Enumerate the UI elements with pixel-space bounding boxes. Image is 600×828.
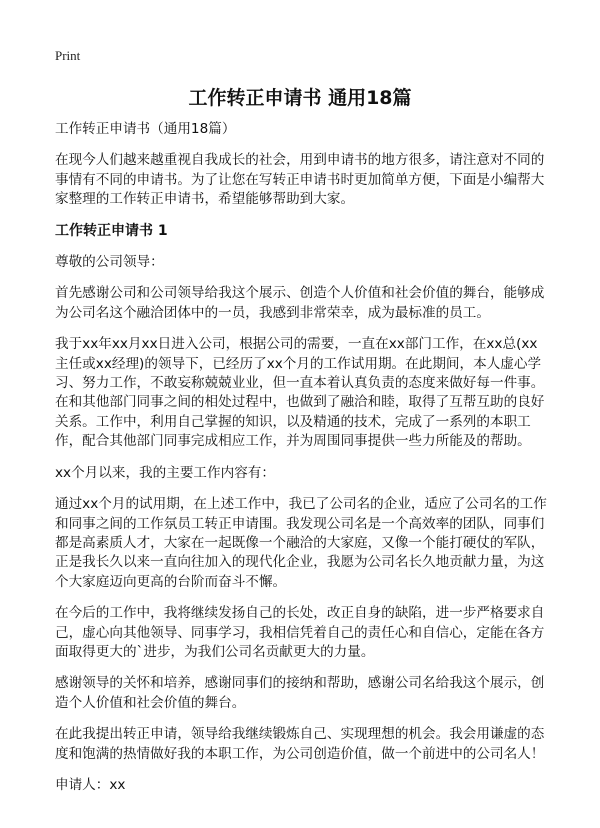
intro-paragraph: 在现今人们越来越重视自我成长的社会，用到申请书的地方很多，请注意对不同的事情有不同的申请书。为了让您在写转正申请书时更加简单方便，下面是小编帮大家整理的工作转正申请书，希望能够帮助到大家。: [55, 152, 545, 208]
document-body: [55, 120, 547, 807]
page-title: 工作转正申请书 通用18篇: [188, 87, 412, 109]
subtitle: 工作转正申请书（通用18篇）: [55, 121, 236, 137]
section-heading: 工作转正申请书 1: [55, 222, 168, 239]
paragraph: 在此我提出转正申请，领导给我继续锻炼自己、实现理想的机会。我会用谦虚的态度和饱满的热情做好我的本职工作，为公司创造价值，做一个前进中的公司名人！: [55, 726, 545, 762]
print-link[interactable]: Print: [55, 48, 81, 63]
paragraph: 我于xx年xx月xx日进入公司，根据公司的需要，一直在xx部门工作，在xx总(xx主任或xx经理)的领导下，已经历了xx个月的工作试用期。在此期间，本人虚心学习、努力工作，不敢妄称兢兢业业，但一直本着认真负责的态度来做好每一件事。在和其他部门同事之间的相处过程中，也做到了融洽和睦，取得了互帮互助的良好关系。工作中，利用自己掌握的知识，以及精通的技术，完成了一系列的本职工作，配合其他部门同事完成相应工作，并为周围同事提供一些力所能及的帮助。: [55, 336, 545, 450]
paragraph: 在今后的工作中，我将继续发扬自己的长处，改正自身的缺陷，进一步严格要求自己，虚心向其他领导、同事学习，我相信凭着自己的责任心和自信心，定能在各方面取得更大的`进步，为我们公司名贡献更大的力量。: [55, 605, 545, 660]
salutation: 尊敬的公司领导：: [55, 254, 164, 271]
paragraph: 通过xx个月的试用期，在上述工作中，我已了公司名的企业，适应了公司名的工作和同事之间的工作氛员工转正申请围。我发现公司名是一个高效率的团队，同事们都是高素质人才，大家在一起既像一个融洽的大家庭，又像一个能打硬仗的军队，正是我长久以来一直向往加入的现代化企业，我愿为公司名长久地贡献力量，为这个大家庭迈向更高的台阶而奋斗不懈。: [55, 496, 547, 590]
paragraph: 感谢领导的关怀和培养，感谢同事们的接纳和帮助，感谢公司名给我这个展示，创造个人价值和社会价值的舞台。: [55, 675, 545, 711]
signature-line: 申请人：xx: [55, 776, 126, 793]
paragraph: xx个月以来，我的主要工作内容有：: [55, 464, 275, 481]
paragraph: 首先感谢公司和公司领导给我这个展示、创造个人价值和社会价值的舞台，能够成为公司名这个融洽团体中的一员，我感到非常荣幸，成为最标准的员工。: [55, 285, 545, 321]
